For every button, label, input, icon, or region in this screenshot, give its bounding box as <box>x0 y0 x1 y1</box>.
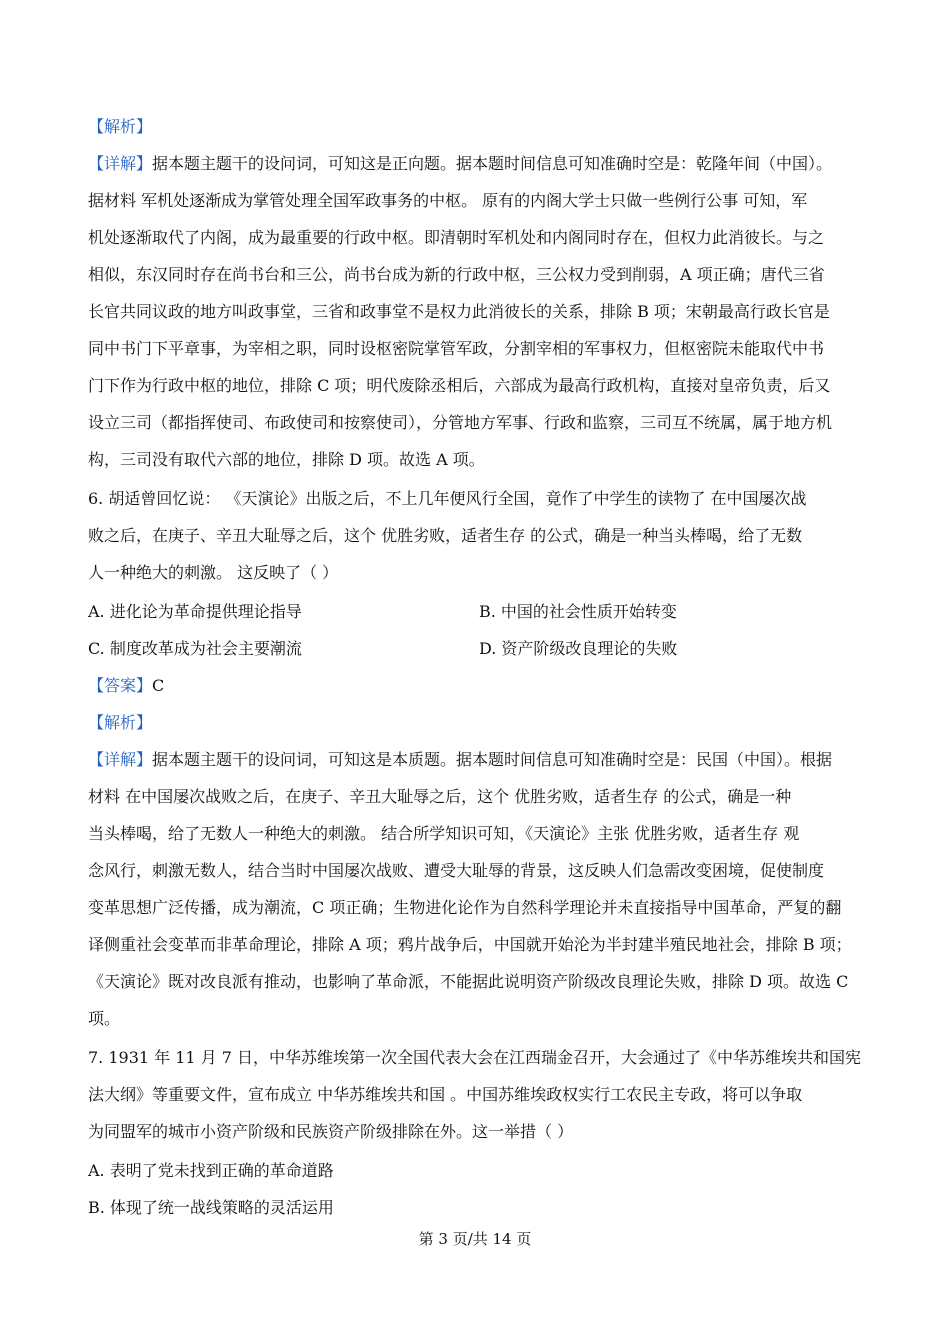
question-6-stem-line: 人一种绝大的刺激。 这反映了（ ） <box>88 563 339 582</box>
detail-paragraph-line: 相似，东汉同时存在尚书台和三公，尚书台成为新的行政中枢，三公权力受到削弱，A 项正确；唐代三省 <box>88 265 825 284</box>
q6-detail-line: 项。 <box>88 1009 121 1028</box>
q6-option-d[interactable]: D. 资产阶级改良理论的失败 <box>479 639 678 658</box>
q6-option-b[interactable]: B. 中国的社会性质开始转变 <box>479 602 677 621</box>
detail-paragraph-line: 机处逐渐取代了内阁，成为最重要的行政中枢。即清朝时军机处和内阁同时存在，但权力此消彼长。与之 <box>88 228 825 247</box>
detail-paragraph-line: 据材料 军机处逐渐成为掌管处理全国军政事务的中枢。 原有的内阁大学士只做一些例行公事 可知，军 <box>88 191 808 210</box>
detail-paragraph-line: 设立三司（都指挥使司、布政使司和按察使司），分管地方军事、行政和监察，三司互不统属，属于地方机 <box>88 413 833 432</box>
q7-option-a[interactable]: A. 表明了党未找到正确的革命道路 <box>88 1161 334 1180</box>
answer-value: C <box>152 676 165 695</box>
q6-option-a[interactable]: A. 进化论为革命提供理论指导 <box>88 602 302 621</box>
detail-paragraph-line: 长官共同议政的地方叫政事堂，三省和政事堂不是权力此消彼长的关系，排除 B 项；宋朝最高行政长官是 <box>88 302 830 321</box>
question-6-stem-line: 败之后，在庚子、辛丑大耻辱之后，这个 优胜劣败，适者生存 的公式，确是一种当头棒喝，给了无数 <box>88 526 803 545</box>
q7-option-b[interactable]: B. 体现了统一战线策略的灵活运用 <box>88 1198 334 1217</box>
question-7-stem-line: 法大纲》等重要文件，宣布成立 中华苏维埃共和国 。中国苏维埃政权实行工农民主专政，将可以争取 <box>88 1085 803 1104</box>
answer-label: 【答案】 <box>88 676 153 695</box>
q6-detail-line: 当头棒喝，给了无数人一种绝大的刺激。 结合所学知识可知，《天演论》主张 优胜劣败，适者生存 观 <box>88 824 800 843</box>
analysis-label: 【解析】 <box>88 117 153 136</box>
question-7-stem-line: 7. 1931 年 11 月 7 日，中华苏维埃第一次全国代表大会在江西瑞金召开，大会通过了《中华苏维埃共和国宪 <box>88 1048 862 1067</box>
question-6-stem-line: 6. 胡适曾回忆说： 《天演论》出版之后，不上几年便风行全国，竟作了中学生的读物了 在中国屡次战 <box>88 489 807 508</box>
q6-answer <box>88 676 888 696</box>
q6-detail-line: 变革思想广泛传播，成为潮流，C 项正确；生物进化论作为自然科学理论并未直接指导中国革命，严复的翻 <box>88 898 842 917</box>
q6-detail-line: 念风行，刺激无数人，结合当时中国屡次战败、遭受大耻辱的背景，这反映人们急需改变困境，促使制度 <box>88 861 825 880</box>
q6-detail-label: 【详解】 <box>88 750 153 769</box>
q6-detail-line: 材料 在中国屡次战败之后，在庚子、辛丑大耻辱之后，这个 优胜劣败，适者生存 的公式，确是一种 <box>88 787 792 806</box>
q6-option-c[interactable]: C. 制度改革成为社会主要潮流 <box>88 639 302 658</box>
detail-paragraph-line: 【详解】据本题主题干的设问词，可知这是正向题。据本题时间信息可知准确时空是：乾隆年间（中国）。 <box>88 154 833 173</box>
question-7-stem-line: 为同盟军的城市小资产阶级和民族资产阶级排除在外。这一举措（ ） <box>88 1122 574 1141</box>
detail-paragraph-line: 门下作为行政中枢的地位，排除 C 项；明代废除丞相后，六部成为最高行政机构，直接对皇帝负责，后又 <box>88 376 831 395</box>
q6-detail-line: 《天演论》既对改良派有推动，也影响了革命派，不能据此说明资产阶级改良理论失败，排除 D 项。故选 C <box>88 972 849 991</box>
detail-paragraph-line: 构，三司没有取代六部的地位，排除 D 项。故选 A 项。 <box>88 450 485 469</box>
q6-analysis-label: 【解析】 <box>88 713 153 732</box>
detail-label: 【详解】 <box>88 154 153 173</box>
detail-paragraph-line: 同中书门下平章事，为宰相之职，同时设枢密院掌管军政，分割宰相的军事权力，但枢密院未能取代中书 <box>88 339 825 358</box>
q6-detail-line: 译侧重社会变革而非革命理论，排除 A 项；鸦片战争后，中国就开始沦为半封建半殖民地社会，排除 B 项； <box>88 935 852 954</box>
q6-detail-line: 【详解】据本题主题干的设问词，可知这是本质题。据本题时间信息可知准确时空是：民国（中国）。根据 <box>88 750 833 769</box>
page-footer: 第 3 页/共 14 页 <box>418 1230 532 1248</box>
